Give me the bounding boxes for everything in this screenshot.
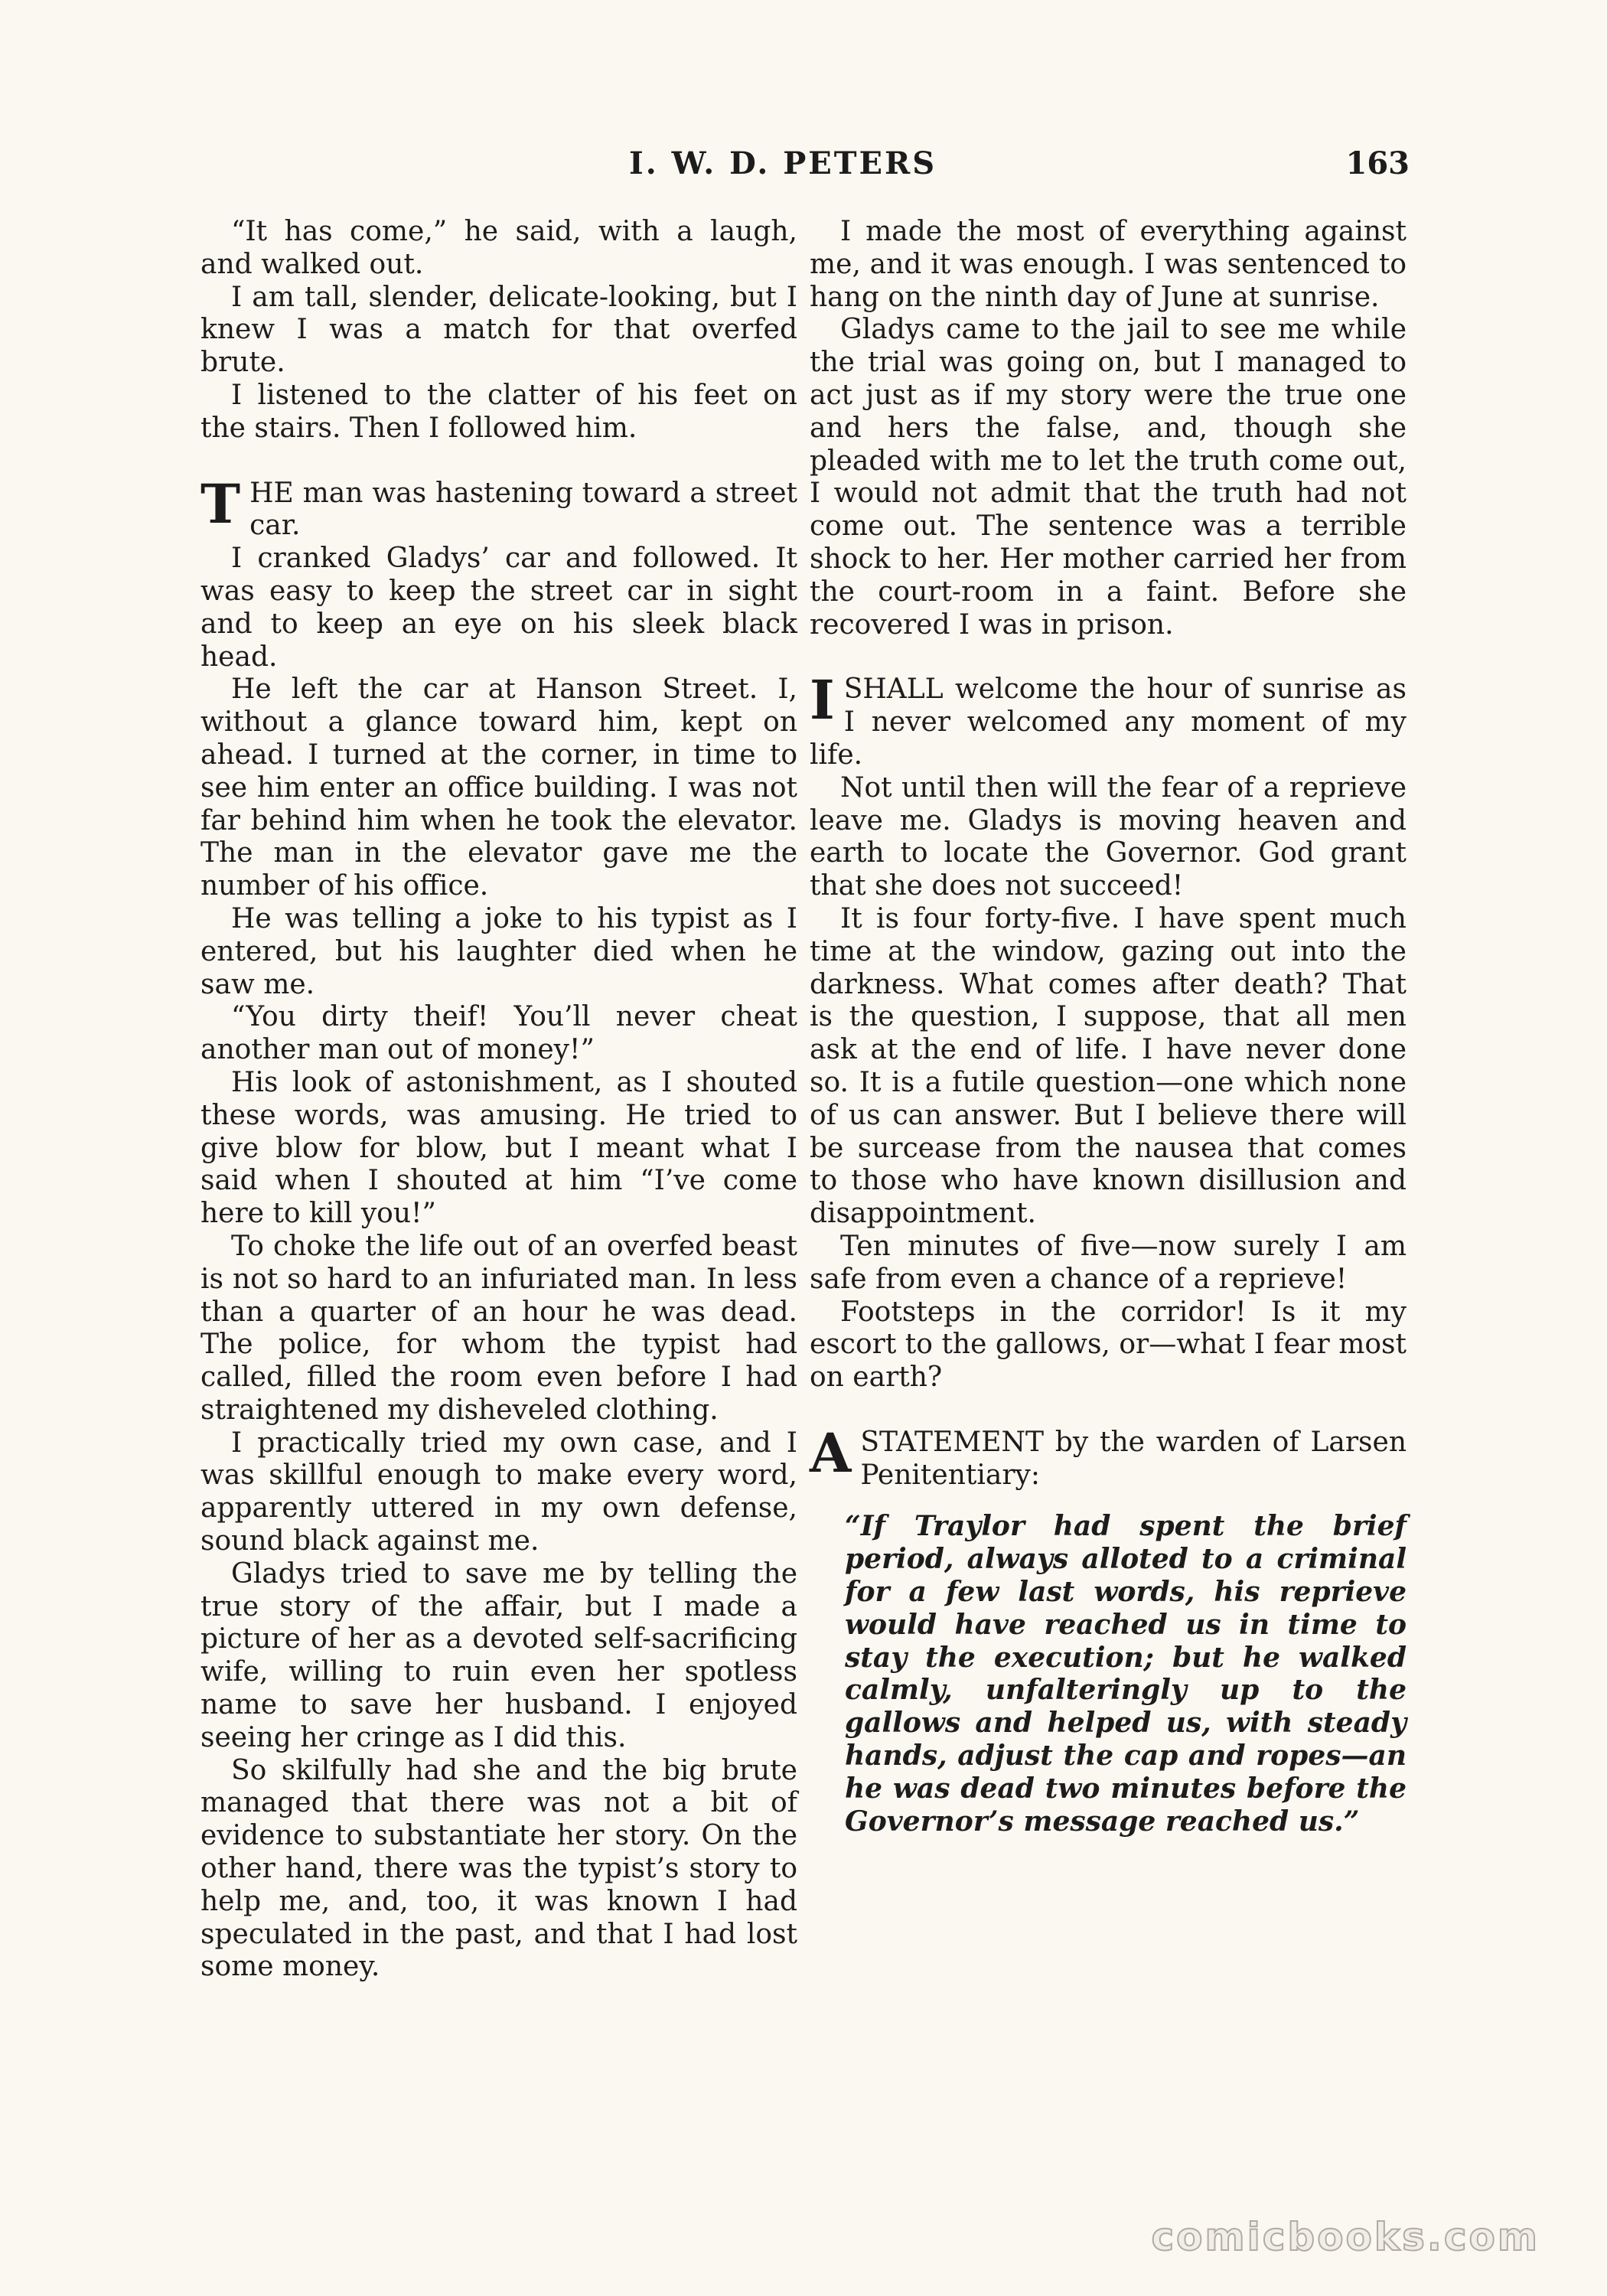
paragraph: “You dirty theif! You’ll never cheat another man out of money!” [200, 1001, 797, 1066]
paragraph: His look of astonishment, as I shouted these words, was amusing. He tried to give blow for blow, but I meant what I said when I shouted at him “I’ve come here to kill you!” [200, 1066, 797, 1230]
drop-cap: A [810, 1420, 852, 1485]
paragraph: To choke the life out of an overfed beast is not so hard to an infuriated man. In less than a quarter of an hour he was dead. The police, for whom the typist had called, filled the room even before I had straightened my disheveled clothing. [200, 1230, 797, 1426]
section-break [810, 1394, 1407, 1427]
page-number: 163 [1345, 145, 1410, 181]
paragraph: Gladys came to the jail to see me while the trial was going on, but I managed to act just as if my story were the true one and hers the false, and, though she pleaded with me to let the truth come out, I would not admit that the truth had not come out. The sentence was a terrible shock to her. Her mother carried her from the court-room in a faint. Before she recovered I was in prison. [810, 314, 1407, 641]
paragraph: I cranked Gladys’ car and followed. It was easy to keep the street car in sight and to keep an eye on his sleek black head. [200, 543, 797, 673]
right-column [810, 216, 1407, 1838]
section-break [810, 641, 1407, 673]
paragraph: I listened to the clatter of his feet on the stairs. Then I followed him. [200, 379, 797, 444]
section-opening-paragraph [200, 471, 797, 543]
warden-statement-quote: “If Traylor had spent the brief period, always alloted to a criminal for a few last words, his reprieve would have reached us in time to stay the execution; but he walked calmly, unfalteringly up to the gallows and helped us, with steady hands, adjust the cap and ropes—an he was dead two minutes before the Governor’s message reached us.” [845, 1510, 1407, 1838]
drop-cap: I [810, 668, 835, 732]
statement-heading [810, 1420, 1407, 1492]
left-column [200, 216, 797, 1984]
watermark: comicbooks.com [1151, 2215, 1540, 2259]
drop-cap: T [200, 471, 241, 536]
running-head: I. W. D. PETERS [629, 145, 937, 181]
paragraph: He left the car at Hanson Street. I, without a glance toward him, kept on ahead. I turned at the corner, in time to see him enter an office building. I was not far behind him when he took the elevator. The man in the elevator gave me the number of his office. [200, 673, 797, 902]
page-header [200, 145, 1410, 185]
spacer [810, 1492, 1407, 1510]
paragraph: I practically tried my own case, and I was skillful enough to make every word, apparently uttered in my own defense, sound black against me. [200, 1427, 797, 1557]
paragraph: Gladys tried to save me by telling the true story of the affair, but I made a picture of her as a devoted self-sacrificing wife, willing to ruin even her spotless name to save her husband. I enjoyed seeing her cringe as I did this. [200, 1557, 797, 1753]
paragraph: “It has come,” he said, with a laugh, and walked out. [200, 216, 797, 280]
paragraph-text: SHALL welcome the hour of sunrise as I never welcomed any moment of my life. [810, 673, 1407, 771]
paragraph: Footsteps in the corridor! Is it my escort to the gallows, or—what I fear most on earth? [810, 1296, 1407, 1394]
paragraph: He was telling a joke to his typist as I entered, but his laughter died when he saw me. [200, 902, 797, 1000]
paragraph: So skilfully had she and the big brute managed that there was not a bit of evidence to substantiate her story. On the other hand, there was the typist’s story to help me, and, too, it was known I had speculated in the past, and that I had lost some money. [200, 1754, 797, 1983]
paragraph: I am tall, slender, delicate-looking, but I knew I was a match for that overfed brute. [200, 281, 797, 379]
paragraph: Not until then will the fear of a reprieve leave me. Gladys is moving heaven and earth to locate the Governor. God grant that she does not succeed! [810, 771, 1407, 902]
paragraph: It is four forty-five. I have spent much time at the window, gazing out into the darkness. What comes after death? That is the question, I suppose, that all men ask at the end of life. I have never done so. It is a futile question—one which none of us can answer. But I believe there will be surcease from the nausea that comes to those who have known disillusion and disappointment. [810, 902, 1407, 1230]
paragraph-text: STATEMENT by the warden of Larsen Penitentiary: [860, 1426, 1407, 1491]
paragraph-text: HE man was hastening toward a street car. [249, 477, 797, 542]
section-opening-paragraph [810, 668, 1407, 771]
paragraph: Ten minutes of five—now surely I am safe from even a chance of a reprieve! [810, 1230, 1407, 1295]
section-break [200, 445, 797, 478]
paragraph: I made the most of everything against me, and it was enough. I was sentenced to hang on the ninth day of June at sunrise. [810, 216, 1407, 313]
